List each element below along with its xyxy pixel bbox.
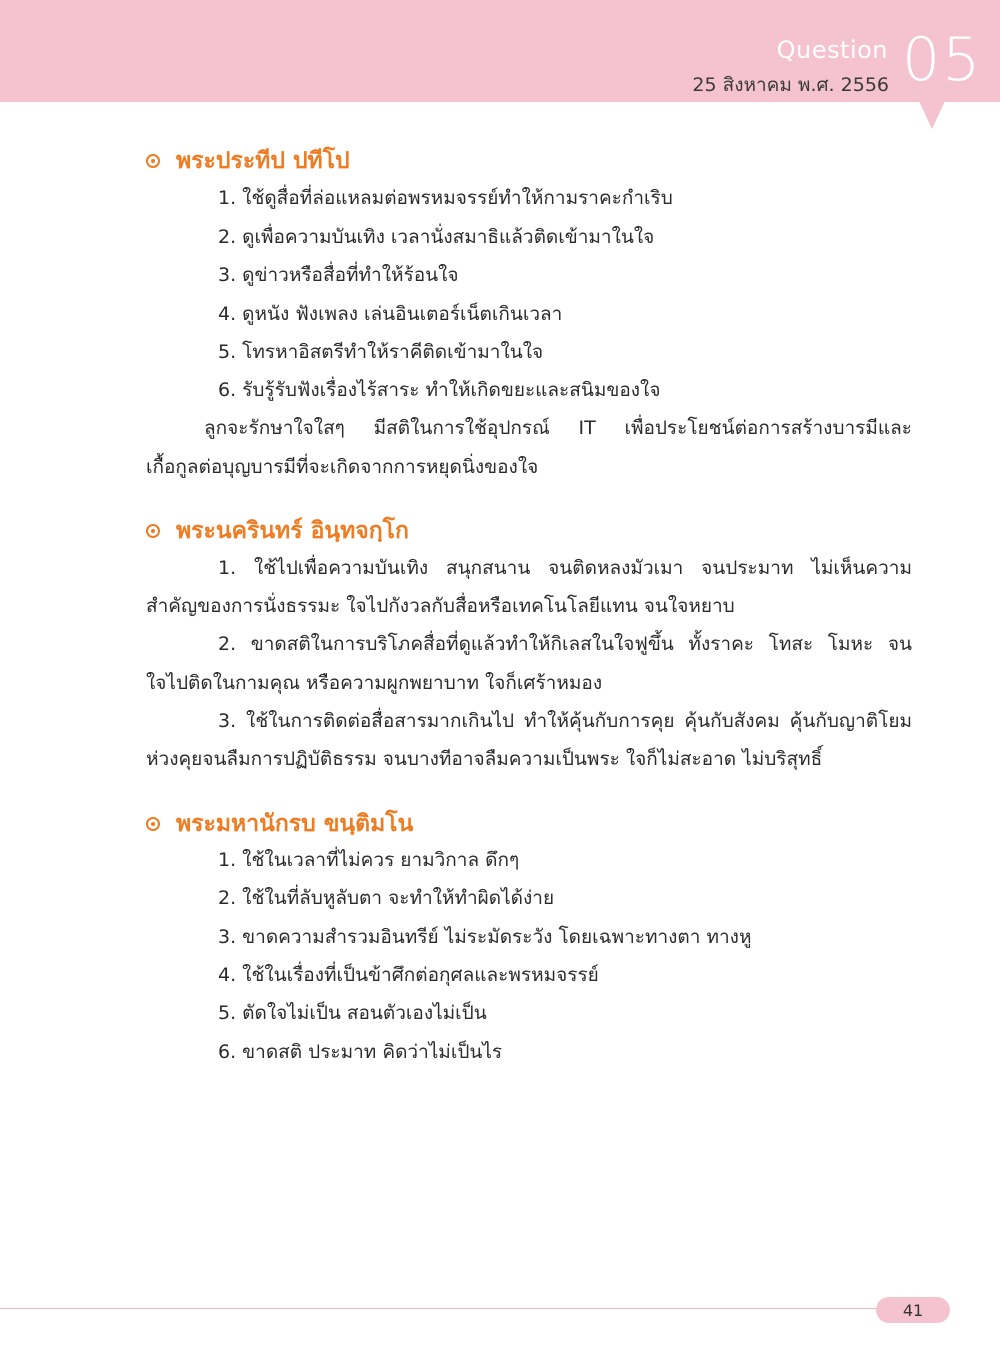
list-item: 2. ดูเพื่อความบันเทิง เวลานั่งสมาธิแล้วติดเข้ามาในใจ (218, 226, 655, 248)
list-item: 4. ดูหนัง ฟังเพลง เล่นอินเตอร์เน็ตเกินเวลา (218, 303, 563, 325)
list-item: 3. ดูข่าวหรือสื่อที่ทำให้ร้อนใจ (218, 264, 459, 286)
list-item: 2. ใช้ในที่ลับหูลับตา จะทำให้ทำผิดได้ง่าย (218, 887, 555, 909)
list-item: 4. ใช้ในเรื่องที่เป็นข้าศึกต่อกุศลและพรหมจรรย์ (218, 964, 599, 986)
section-title (146, 806, 413, 842)
list-item: 1. ใช้ดูสื่อที่ล่อแหลมต่อพรหมจรรย์ทำให้กามราคะกำเริบ (218, 187, 673, 209)
list-item: 6. รับรู้รับฟังเรื่องไร้สาระ ทำให้เกิดขยะและสนิมของใจ (218, 379, 661, 401)
list-item: 1. ใช้ไปเพื่อความบันเทิง สนุกสนาน จนติดหลงมัวเมา จนประมาท ไม่เห็นความ (218, 557, 912, 579)
list-item: 2. ขาดสติในการบริโภคสื่อที่ดูแล้วทำให้กิเลสในใจฟูขึ้น ทั้งราคะ โทสะ โมหะ จน (218, 633, 912, 655)
question-number: 05 (902, 25, 983, 95)
list-item-continuation: สำคัญของการนั่งธรรมะ ใจไปกังวลกับสื่อหรือเทคโนโลยีแทน จนใจหยาบ (146, 595, 735, 617)
header-pointer (919, 101, 945, 129)
list-item: 1. ใช้ในเวลาที่ไม่ควร ยามวิกาล ดึกๆ (218, 849, 520, 871)
list-item: 3. ใช้ในการติดต่อสื่อสารมากเกินไป ทำให้คุ้นกับการคุย คุ้นกับสังคม คุ้นกับญาติโยม (218, 710, 912, 732)
bullet-icon (146, 817, 160, 831)
question-date: 25 สิงหาคม พ.ศ. 2556 (692, 74, 889, 96)
section-title-text: พระประทีป ปทีโป (176, 148, 350, 174)
page-number: 41 (902, 1300, 924, 1320)
list-item: 6. ขาดสติ ประมาท คิดว่าไม่เป็นไร (218, 1041, 503, 1063)
section-title-text: พระนครินทร์ อินฺทจกฺโก (176, 518, 409, 544)
section-title (146, 513, 409, 549)
bullet-icon (146, 524, 160, 538)
list-item-continuation: ใจไปติดในกามคุณ หรือความผูกพยาบาท ใจก็เศร้าหมอง (146, 672, 603, 694)
section-title (146, 143, 350, 179)
list-item: 5. โทรหาอิสตรีทำให้ราคีติดเข้ามาในใจ (218, 341, 544, 363)
paragraph-line: ลูกจะรักษาใจใสๆ มีสติในการใช้อุปกรณ์ IT เพื่อประโยชน์ต่อการสร้างบารมีและ (204, 417, 912, 439)
page-number-badge (876, 1297, 950, 1323)
list-item: 5. ตัดใจไม่เป็น สอนตัวเองไม่เป็น (218, 1002, 487, 1024)
bullet-icon (146, 154, 160, 168)
section-title-text: พระมหานักรบ ขนฺติมโน (176, 811, 414, 837)
footer-rule (0, 1308, 878, 1309)
list-item: 3. ขาดความสำรวมอินทรีย์ ไม่ระมัดระวัง โดยเฉพาะทางตา ทางหู (218, 926, 752, 948)
paragraph-line: เกื้อกูลต่อบุญบารมีที่จะเกิดจากการหยุดนิ่งของใจ (146, 456, 539, 478)
list-item-continuation: ห่วงคุยจนลืมการปฏิบัติธรรม จนบางทีอาจลืมความเป็นพระ ใจก็ไม่สะอาด ไม่บริสุทธิ์ (146, 748, 823, 770)
question-label: Question (776, 36, 888, 64)
